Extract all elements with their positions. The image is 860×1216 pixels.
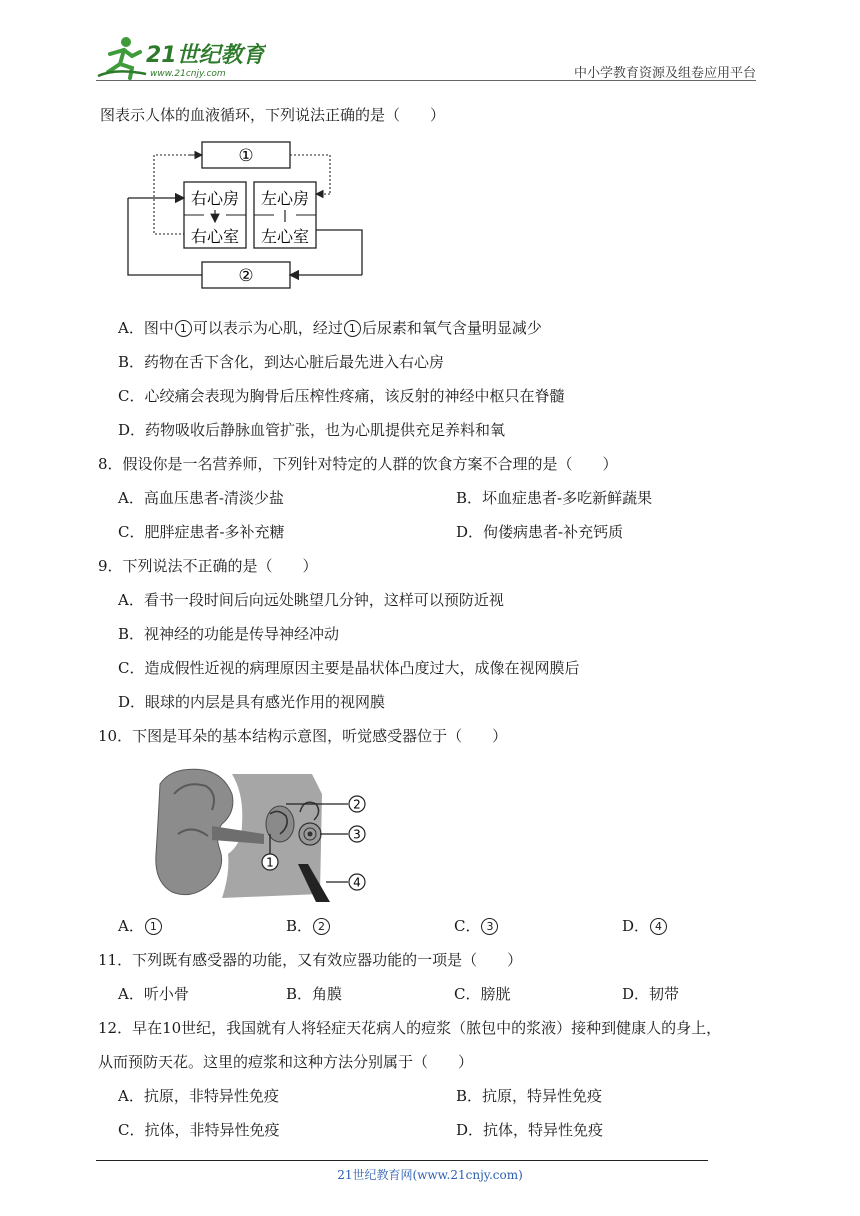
q8-option-b[interactable]: B．坏血症患者-多吃新鲜蔬果 — [456, 489, 653, 507]
runner-icon — [98, 37, 146, 78]
q12-stem-line2: 从而预防天花。这里的痘浆和这种方法分别属于（ ） — [98, 1053, 474, 1071]
right-ventricle-label: 右心室 — [190, 227, 240, 246]
q12-option-c[interactable]: C．抗体，非特异性免疫 — [118, 1121, 280, 1139]
q10-option-b[interactable] — [286, 915, 331, 937]
q11-option-b[interactable]: B．角膜 — [286, 985, 343, 1003]
box-2-label: ② — [238, 266, 254, 286]
q7-option-d[interactable]: D．药物吸收后静脉血管扩张，也为心肌提供充足养料和氧 — [118, 421, 506, 439]
q7-option-a[interactable] — [118, 317, 542, 339]
q9-option-d[interactable]: D．眼球的内层是具有感光作用的视网膜 — [118, 693, 386, 711]
right-atrium-label: 右心房 — [190, 189, 240, 208]
q11-stem: 11．下列既有感受器的功能，又有效应器功能的一项是（ ） — [98, 951, 523, 969]
logo-url: www.21cnjy.com — [150, 69, 226, 79]
q8-stem: 8．假设你是一名营养师，下列针对特定的人群的饮食方案不合理的是（ ） — [98, 455, 618, 473]
q12-stem-line1: 12．早在10世纪，我国就有人将轻症天花病人的痘浆（脓包中的浆液）接种到健康人的身上， — [98, 1019, 722, 1037]
q10-option-a-prefix: A． — [118, 917, 144, 935]
circle-3: 3 — [481, 918, 498, 935]
left-atrium-label: 左心房 — [260, 189, 310, 208]
circle-1: 1 — [344, 320, 361, 337]
circle-1: 1 — [175, 320, 192, 337]
q12-option-a[interactable]: A．抗原，非特异性免疫 — [118, 1087, 279, 1105]
page-header — [0, 0, 860, 90]
q10-option-c[interactable] — [454, 915, 499, 937]
footer-divider — [96, 1160, 708, 1161]
box-1-label: ① — [238, 146, 254, 166]
q9-stem: 9．下列说法不正确的是（ ） — [98, 557, 318, 575]
q10-option-d[interactable] — [622, 915, 668, 937]
footer-text[interactable]: 21世纪教育网(www.21cnjy.com) — [337, 1168, 523, 1182]
q7-stem: 图表示人体的血液循环，下列说法正确的是（ ） — [100, 106, 446, 124]
blood-circulation-diagram — [126, 138, 376, 298]
q10-option-c-prefix: C． — [454, 917, 481, 935]
circle-4: 4 — [650, 918, 667, 935]
q9-option-c[interactable]: C．造成假性近视的病理原因主要是晶状体凸度过大，成像在视网膜后 — [118, 659, 580, 677]
ear-label-2: 2 — [353, 797, 361, 812]
q12-option-d[interactable]: D．抗体，特异性免疫 — [456, 1121, 604, 1139]
q11-option-d[interactable]: D．韧带 — [622, 985, 680, 1003]
q7-option-a-mid: 可以表示为心肌，经过 — [192, 319, 343, 337]
circle-2: 2 — [313, 918, 330, 935]
ear-label-3: 3 — [353, 827, 361, 842]
ear-label-1: 1 — [266, 855, 274, 870]
header-platform-text: 中小学教育资源及组卷应用平台 — [573, 66, 756, 81]
logo-text: 21世纪教育 — [146, 43, 265, 68]
q7-option-a-post: 后尿素和氧气含量明显减少 — [361, 319, 542, 337]
ear-label-4: 4 — [353, 875, 361, 890]
circle-1: 1 — [145, 918, 162, 935]
q10-option-b-prefix: B． — [286, 917, 313, 935]
q7-option-b[interactable]: B．药物在舌下含化，到达心脏后最先进入右心房 — [118, 353, 445, 371]
q11-option-a[interactable]: A．听小骨 — [118, 985, 189, 1003]
q12-option-b[interactable]: B．抗原，特异性免疫 — [456, 1087, 603, 1105]
q8-option-c[interactable]: C．肥胖症患者-多补充糖 — [118, 523, 285, 541]
header-divider — [96, 80, 756, 81]
q10-option-a[interactable] — [118, 915, 163, 937]
q9-option-a[interactable]: A．看书一段时间后向远处眺望几分钟，这样可以预防近视 — [118, 591, 504, 609]
left-ventricle-label: 左心室 — [260, 227, 310, 246]
ear-structure-diagram — [152, 764, 392, 904]
q10-option-d-prefix: D． — [622, 917, 650, 935]
q7-option-c[interactable]: C．心绞痛会表现为胸骨后压榨性疼痛，该反射的神经中枢只在脊髓 — [118, 387, 565, 405]
q7-option-a-prefix: A．图中 — [118, 319, 174, 337]
q11-option-c[interactable]: C．膀胱 — [454, 985, 511, 1003]
q9-option-b[interactable]: B．视神经的功能是传导神经冲动 — [118, 625, 340, 643]
q8-option-d[interactable]: D．佝偻病患者-补充钙质 — [456, 523, 624, 541]
site-logo — [96, 34, 266, 82]
q8-option-a[interactable]: A．高血压患者-清淡少盐 — [118, 489, 284, 507]
q10-stem: 10．下图是耳朵的基本结构示意图，听觉感受器位于（ ） — [98, 727, 508, 745]
